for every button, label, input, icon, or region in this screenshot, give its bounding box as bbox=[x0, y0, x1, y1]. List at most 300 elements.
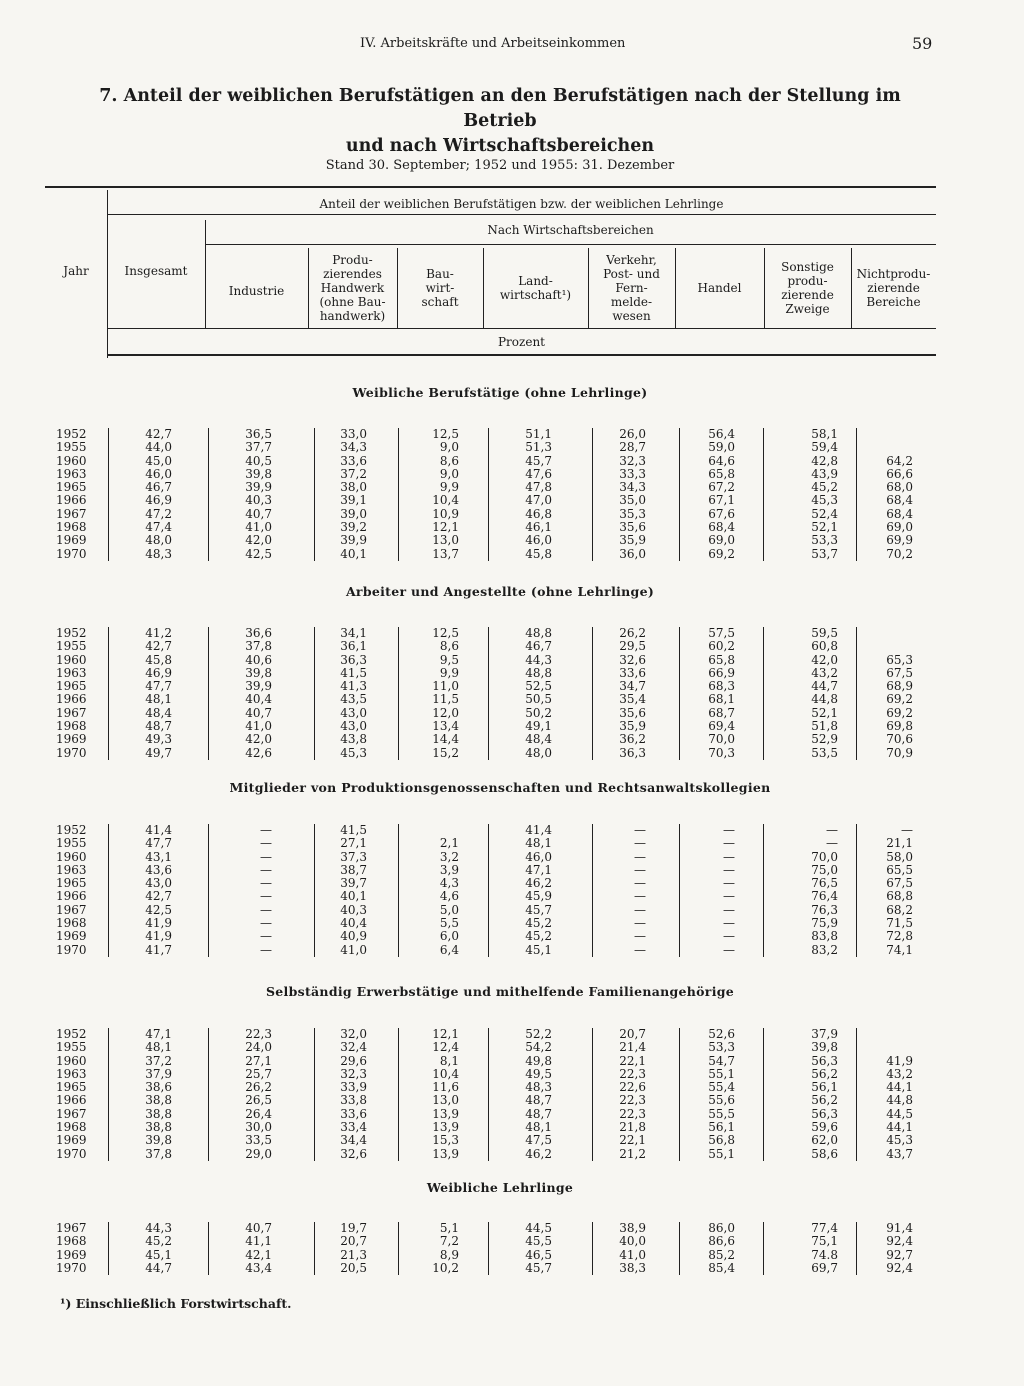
value-cell: 37,3 bbox=[340, 849, 367, 864]
value-cell: 48,7 bbox=[145, 719, 172, 734]
value-cell: 12,1 bbox=[432, 1027, 459, 1041]
value-cell: 41,7 bbox=[145, 942, 172, 957]
value-cell: 8,6 bbox=[439, 453, 459, 468]
value-cell: — bbox=[723, 916, 735, 931]
value-cell: 33,6 bbox=[340, 453, 367, 468]
table-row bbox=[0, 707, 1024, 720]
value-cell: 42,0 bbox=[245, 533, 272, 548]
value-cell: 30,0 bbox=[245, 1120, 272, 1135]
value-cell: 9,9 bbox=[439, 665, 459, 680]
value-cell: 22,3 bbox=[619, 1093, 646, 1108]
value-cell: 55,4 bbox=[708, 1080, 735, 1095]
table-row bbox=[0, 481, 1024, 494]
col-nichtproduzierende: Nichtprodu- zierende Bereiche bbox=[856, 267, 931, 309]
value-cell: 38,0 bbox=[340, 480, 367, 495]
value-cell: 27,1 bbox=[340, 836, 367, 851]
value-cell: 29,5 bbox=[619, 639, 646, 654]
year-cell: 1963 bbox=[56, 466, 87, 481]
value-cell: 52,2 bbox=[525, 1027, 552, 1041]
value-cell: — bbox=[260, 849, 272, 864]
value-cell: 12,5 bbox=[432, 626, 459, 640]
value-cell: 70,0 bbox=[811, 849, 838, 864]
year-cell: 1968 bbox=[56, 520, 87, 535]
value-cell: 53,5 bbox=[811, 745, 838, 760]
value-cell: 54,7 bbox=[708, 1053, 735, 1068]
value-cell: 52,9 bbox=[811, 732, 838, 747]
value-cell: 56,2 bbox=[811, 1093, 838, 1108]
section-title: Selbständig Erwerbstätige und mithelfende Familienangehörige bbox=[265, 984, 735, 999]
year-cell: 1970 bbox=[56, 745, 87, 760]
value-cell: 68,0 bbox=[886, 480, 913, 495]
value-cell: 26,2 bbox=[619, 626, 646, 640]
value-cell: 38,8 bbox=[145, 1093, 172, 1108]
value-cell: 55,6 bbox=[708, 1093, 735, 1108]
value-cell: 35,3 bbox=[619, 506, 646, 521]
value-cell: 65,3 bbox=[886, 652, 913, 667]
value-cell: 29,6 bbox=[340, 1053, 367, 1068]
table-row bbox=[0, 864, 1024, 877]
value-cell: 21,1 bbox=[886, 836, 913, 851]
value-cell: 5,0 bbox=[439, 902, 459, 917]
value-cell: 3,9 bbox=[439, 862, 459, 877]
value-cell: 45,7 bbox=[525, 453, 552, 468]
unit-prozent: Prozent bbox=[497, 335, 545, 349]
table-row bbox=[0, 548, 1024, 561]
running-header bbox=[0, 36, 1024, 56]
value-cell: 47,1 bbox=[145, 1027, 172, 1041]
year-cell: 1969 bbox=[56, 533, 87, 548]
value-cell: 34,1 bbox=[340, 626, 367, 640]
value-cell: 60,2 bbox=[708, 639, 735, 654]
value-cell: 51,8 bbox=[811, 719, 838, 734]
value-cell: 8,6 bbox=[439, 639, 459, 654]
value-cell: 26,2 bbox=[245, 1080, 272, 1095]
value-cell: 44,5 bbox=[525, 1221, 552, 1235]
value-cell: — bbox=[260, 876, 272, 891]
value-cell: — bbox=[260, 836, 272, 851]
value-cell: 91,4 bbox=[886, 1221, 913, 1235]
table-row bbox=[0, 654, 1024, 667]
value-cell: 49,3 bbox=[145, 732, 172, 747]
value-cell: 41,5 bbox=[340, 823, 367, 837]
value-cell: 38,7 bbox=[340, 862, 367, 877]
value-cell: 27,1 bbox=[245, 1053, 272, 1068]
section-rows bbox=[0, 428, 1024, 561]
year-cell: 1955 bbox=[56, 440, 87, 455]
value-cell: 46,2 bbox=[525, 1146, 552, 1161]
value-cell: 39,0 bbox=[340, 506, 367, 521]
value-cell: 12,1 bbox=[432, 520, 459, 535]
value-cell: 40,4 bbox=[340, 916, 367, 931]
value-cell: 40,5 bbox=[245, 453, 272, 468]
value-cell: 7,2 bbox=[439, 1234, 459, 1249]
value-cell: 48,3 bbox=[145, 546, 172, 561]
table-row bbox=[0, 1028, 1024, 1041]
value-cell: 70,3 bbox=[708, 745, 735, 760]
value-cell: 69,8 bbox=[886, 719, 913, 734]
value-cell: 43,9 bbox=[811, 466, 838, 481]
table-row bbox=[0, 1068, 1024, 1081]
value-cell: 44,5 bbox=[886, 1106, 913, 1121]
col-produzierendes-handwerk: Produ- zierendes Handwerk (ohne Bau- handwerk) bbox=[319, 253, 386, 323]
table-row bbox=[0, 1108, 1024, 1121]
section-rows bbox=[0, 1028, 1024, 1161]
value-cell: 43,2 bbox=[811, 665, 838, 680]
value-cell: 10,2 bbox=[432, 1260, 459, 1275]
value-cell: — bbox=[260, 823, 272, 837]
value-cell: 13,4 bbox=[432, 719, 459, 734]
value-cell: 5,1 bbox=[439, 1221, 459, 1235]
value-cell: 70,0 bbox=[708, 732, 735, 747]
section-title: Weibliche Berufstätige (ohne Lehrlinge) bbox=[352, 385, 648, 400]
value-cell: 69,2 bbox=[886, 705, 913, 720]
value-cell: 49,1 bbox=[525, 719, 552, 734]
value-cell: 21,8 bbox=[619, 1120, 646, 1135]
value-cell: 86,6 bbox=[708, 1234, 735, 1249]
value-cell: 59,4 bbox=[811, 440, 838, 455]
year-cell: 1969 bbox=[56, 732, 87, 747]
value-cell: 40,7 bbox=[245, 506, 272, 521]
value-cell: 45,5 bbox=[525, 1234, 552, 1249]
value-cell: 26,4 bbox=[245, 1106, 272, 1121]
value-cell: 9,0 bbox=[439, 440, 459, 455]
value-cell: 33,0 bbox=[340, 427, 367, 441]
value-cell: 35,4 bbox=[619, 692, 646, 707]
value-cell: 4,6 bbox=[439, 889, 459, 904]
year-cell: 1955 bbox=[56, 1040, 87, 1055]
value-cell: 22,3 bbox=[619, 1066, 646, 1081]
value-cell: 83,2 bbox=[811, 942, 838, 957]
value-cell: 69,7 bbox=[811, 1260, 838, 1275]
value-cell: 47,0 bbox=[525, 493, 552, 508]
value-cell: 50,5 bbox=[525, 692, 552, 707]
value-cell: 9,0 bbox=[439, 466, 459, 481]
value-cell: 40,4 bbox=[245, 692, 272, 707]
value-cell: 41,0 bbox=[245, 520, 272, 535]
table-row bbox=[0, 693, 1024, 706]
value-cell: 32,3 bbox=[340, 1066, 367, 1081]
value-cell: 45,0 bbox=[145, 453, 172, 468]
value-cell: 48,4 bbox=[525, 732, 552, 747]
value-cell: 59,6 bbox=[811, 1120, 838, 1135]
value-cell: 38,8 bbox=[145, 1106, 172, 1121]
value-cell: 47,8 bbox=[525, 480, 552, 495]
value-cell: 34,3 bbox=[340, 440, 367, 455]
year-cell: 1955 bbox=[56, 836, 87, 851]
value-cell: 35,9 bbox=[619, 533, 646, 548]
table-row bbox=[0, 733, 1024, 746]
year-cell: 1960 bbox=[56, 849, 87, 864]
value-cell: 92,7 bbox=[886, 1247, 913, 1262]
value-cell: 53,3 bbox=[811, 533, 838, 548]
value-cell: 46,0 bbox=[525, 533, 552, 548]
value-cell: 68,9 bbox=[886, 679, 913, 694]
value-cell: 33,8 bbox=[340, 1093, 367, 1108]
value-cell: 48,1 bbox=[145, 692, 172, 707]
year-cell: 1968 bbox=[56, 719, 87, 734]
value-cell: 22,6 bbox=[619, 1080, 646, 1095]
value-cell: 36,3 bbox=[340, 652, 367, 667]
value-cell: — bbox=[634, 916, 646, 931]
value-cell: 45,2 bbox=[811, 480, 838, 495]
value-cell: — bbox=[260, 916, 272, 931]
year-cell: 1965 bbox=[56, 1080, 87, 1095]
value-cell: 36,6 bbox=[245, 626, 272, 640]
value-cell: 20,7 bbox=[619, 1027, 646, 1041]
table-row bbox=[0, 534, 1024, 547]
value-cell: 64,6 bbox=[708, 453, 735, 468]
value-cell: 33,6 bbox=[340, 1106, 367, 1121]
table-row bbox=[0, 837, 1024, 850]
year-cell: 1965 bbox=[56, 876, 87, 891]
value-cell: 32,6 bbox=[619, 652, 646, 667]
value-cell: 85,4 bbox=[708, 1260, 735, 1275]
value-cell: 8,1 bbox=[439, 1053, 459, 1068]
value-cell: 41,5 bbox=[340, 665, 367, 680]
value-cell: 48,7 bbox=[525, 1093, 552, 1108]
year-cell: 1969 bbox=[56, 1133, 87, 1148]
value-cell: 35,6 bbox=[619, 520, 646, 535]
year-cell: 1969 bbox=[56, 1247, 87, 1262]
year-cell: 1967 bbox=[56, 1106, 87, 1121]
value-cell: 32,6 bbox=[340, 1146, 367, 1161]
value-cell: 39,1 bbox=[340, 493, 367, 508]
year-cell: 1969 bbox=[56, 929, 87, 944]
value-cell: 11,6 bbox=[432, 1080, 459, 1095]
table-row bbox=[0, 720, 1024, 733]
value-cell: — bbox=[826, 823, 838, 837]
value-cell: 60,8 bbox=[811, 639, 838, 654]
value-cell: 35,9 bbox=[619, 719, 646, 734]
value-cell: 5,5 bbox=[439, 916, 459, 931]
value-cell: 68,7 bbox=[708, 705, 735, 720]
value-cell: 42,1 bbox=[245, 1247, 272, 1262]
value-cell: 43,1 bbox=[145, 849, 172, 864]
value-cell: 36,3 bbox=[619, 745, 646, 760]
value-cell: 12,0 bbox=[432, 705, 459, 720]
value-cell: — bbox=[634, 929, 646, 944]
section-title: Weibliche Lehrlinge bbox=[426, 1180, 574, 1195]
value-cell: 43,8 bbox=[340, 732, 367, 747]
table-row bbox=[0, 680, 1024, 693]
value-cell: 48,3 bbox=[525, 1080, 552, 1095]
value-cell: 39,9 bbox=[245, 480, 272, 495]
value-cell: — bbox=[723, 942, 735, 957]
value-cell: 47,5 bbox=[525, 1133, 552, 1148]
value-cell: 69,2 bbox=[886, 692, 913, 707]
value-cell: 43,7 bbox=[886, 1146, 913, 1161]
value-cell: 48,1 bbox=[525, 836, 552, 851]
value-cell: 75,1 bbox=[811, 1234, 838, 1249]
value-cell: 26,0 bbox=[619, 427, 646, 441]
year-cell: 1952 bbox=[56, 1027, 87, 1041]
value-cell: 52,5 bbox=[525, 679, 552, 694]
value-cell: 74,1 bbox=[886, 942, 913, 957]
value-cell: 76,4 bbox=[811, 889, 838, 904]
value-cell: 33,6 bbox=[619, 665, 646, 680]
value-cell: — bbox=[260, 889, 272, 904]
value-cell: 39,9 bbox=[340, 533, 367, 548]
year-cell: 1970 bbox=[56, 546, 87, 561]
value-cell: 46,9 bbox=[145, 665, 172, 680]
value-cell: 69,0 bbox=[886, 520, 913, 535]
value-cell: 45,3 bbox=[886, 1133, 913, 1148]
value-cell: 56,4 bbox=[708, 427, 735, 441]
table-row bbox=[0, 494, 1024, 507]
value-cell: 42,8 bbox=[811, 453, 838, 468]
value-cell: 54,2 bbox=[525, 1040, 552, 1055]
value-cell: 25,7 bbox=[245, 1066, 272, 1081]
value-cell: 39,8 bbox=[245, 466, 272, 481]
value-cell: 42,6 bbox=[245, 745, 272, 760]
value-cell: 65,5 bbox=[886, 862, 913, 877]
col-verkehr: Verkehr, Post- und Fern- melde- wesen bbox=[603, 253, 660, 323]
value-cell: — bbox=[723, 889, 735, 904]
spanner-heading: Anteil der weiblichen Berufstätigen bzw. der weiblichen Lehrlinge bbox=[319, 197, 724, 211]
year-cell: 1966 bbox=[56, 889, 87, 904]
value-cell: 19,7 bbox=[340, 1221, 367, 1235]
value-cell: 45,8 bbox=[525, 546, 552, 561]
value-cell: 40,7 bbox=[245, 705, 272, 720]
section-rows bbox=[0, 627, 1024, 760]
value-cell: 57,5 bbox=[708, 626, 735, 640]
value-cell: 45,1 bbox=[145, 1247, 172, 1262]
year-cell: 1952 bbox=[56, 626, 87, 640]
table-row bbox=[0, 930, 1024, 943]
value-cell: 43,0 bbox=[340, 705, 367, 720]
value-cell: 44,7 bbox=[145, 1260, 172, 1275]
value-cell: 43,2 bbox=[886, 1066, 913, 1081]
value-cell: 6,4 bbox=[439, 942, 459, 957]
value-cell: 45,2 bbox=[145, 1234, 172, 1249]
value-cell: 3,2 bbox=[439, 849, 459, 864]
value-cell: 37,9 bbox=[145, 1066, 172, 1081]
value-cell: 52,1 bbox=[811, 705, 838, 720]
value-cell: 6,0 bbox=[439, 929, 459, 944]
value-cell: — bbox=[634, 889, 646, 904]
value-cell: 70,6 bbox=[886, 732, 913, 747]
value-cell: 67,5 bbox=[886, 665, 913, 680]
value-cell: 48,0 bbox=[525, 745, 552, 760]
value-cell: 2,1 bbox=[439, 836, 459, 851]
value-cell: 47,4 bbox=[145, 520, 172, 535]
value-cell: 34,7 bbox=[619, 679, 646, 694]
value-cell: 9,9 bbox=[439, 480, 459, 495]
value-cell: 12,5 bbox=[432, 427, 459, 441]
value-cell: 48,7 bbox=[525, 1106, 552, 1121]
value-cell: 55,1 bbox=[708, 1146, 735, 1161]
value-cell: 52,6 bbox=[708, 1027, 735, 1041]
value-cell: — bbox=[723, 836, 735, 851]
value-cell: 38,8 bbox=[145, 1120, 172, 1135]
year-cell: 1960 bbox=[56, 1053, 87, 1068]
value-cell: 4,3 bbox=[439, 876, 459, 891]
value-cell: 11,0 bbox=[432, 679, 459, 694]
value-cell: 50,2 bbox=[525, 705, 552, 720]
value-cell: 32,3 bbox=[619, 453, 646, 468]
value-cell: 40,1 bbox=[340, 546, 367, 561]
value-cell: 45,8 bbox=[145, 652, 172, 667]
value-cell: 43,4 bbox=[245, 1260, 272, 1275]
value-cell: 92,4 bbox=[886, 1234, 913, 1249]
value-cell: 39,2 bbox=[340, 520, 367, 535]
year-cell: 1952 bbox=[56, 427, 87, 441]
table-row bbox=[0, 747, 1024, 760]
value-cell: — bbox=[723, 849, 735, 864]
value-cell: 46,7 bbox=[525, 639, 552, 654]
value-cell: 46,7 bbox=[145, 480, 172, 495]
value-cell: — bbox=[723, 862, 735, 877]
value-cell: 33,5 bbox=[245, 1133, 272, 1148]
value-cell: 66,9 bbox=[708, 665, 735, 680]
value-cell: 56,3 bbox=[811, 1106, 838, 1121]
table-row bbox=[0, 1235, 1024, 1248]
section-rows bbox=[0, 824, 1024, 957]
value-cell: — bbox=[260, 862, 272, 877]
value-cell: 33,3 bbox=[619, 466, 646, 481]
value-cell: 41,9 bbox=[886, 1053, 913, 1068]
value-cell: 13,0 bbox=[432, 533, 459, 548]
value-cell: 36,1 bbox=[340, 639, 367, 654]
col-industrie: Industrie bbox=[228, 284, 285, 298]
value-cell: 26,5 bbox=[245, 1093, 272, 1108]
section-title: Mitglieder von Produktionsgenossenschaften und Rechtsanwaltskollegien bbox=[229, 780, 771, 795]
value-cell: 47,7 bbox=[145, 836, 172, 851]
section-rows bbox=[0, 1222, 1024, 1275]
value-cell: — bbox=[260, 942, 272, 957]
value-cell: 53,7 bbox=[811, 546, 838, 561]
running-title: IV. Arbeitskräfte und Arbeitseinkommen bbox=[360, 36, 626, 51]
year-cell: 1966 bbox=[56, 1093, 87, 1108]
value-cell: 70,9 bbox=[886, 745, 913, 760]
value-cell: 21,2 bbox=[619, 1146, 646, 1161]
value-cell: 21,4 bbox=[619, 1040, 646, 1055]
col-insgesamt: Insgesamt bbox=[124, 264, 188, 278]
value-cell: 39,9 bbox=[245, 679, 272, 694]
table-row bbox=[0, 1262, 1024, 1275]
value-cell: 49,8 bbox=[525, 1053, 552, 1068]
year-cell: 1966 bbox=[56, 493, 87, 508]
value-cell: 68,4 bbox=[886, 493, 913, 508]
table-row bbox=[0, 1134, 1024, 1147]
value-cell: 47,2 bbox=[145, 506, 172, 521]
value-cell: 67,5 bbox=[886, 876, 913, 891]
value-cell: 69,0 bbox=[708, 533, 735, 548]
value-cell: 47,1 bbox=[525, 862, 552, 877]
value-cell: 38,6 bbox=[145, 1080, 172, 1095]
title-line-2: und nach Wirtschaftsbereichen bbox=[345, 136, 655, 156]
value-cell: — bbox=[634, 902, 646, 917]
value-cell: 32,0 bbox=[340, 1027, 367, 1041]
value-cell: 45,2 bbox=[525, 929, 552, 944]
value-cell: 35,0 bbox=[619, 493, 646, 508]
year-cell: 1970 bbox=[56, 1260, 87, 1275]
year-cell: 1952 bbox=[56, 823, 87, 837]
value-cell: 42,7 bbox=[145, 427, 172, 441]
value-cell: 45,2 bbox=[525, 916, 552, 931]
value-cell: 43,0 bbox=[145, 876, 172, 891]
value-cell: 44,3 bbox=[525, 652, 552, 667]
value-cell: 45,9 bbox=[525, 889, 552, 904]
value-cell: 39,7 bbox=[340, 876, 367, 891]
value-cell: 45,3 bbox=[811, 493, 838, 508]
value-cell: 37,8 bbox=[245, 639, 272, 654]
value-cell: 42,5 bbox=[145, 902, 172, 917]
value-cell: 39,8 bbox=[145, 1133, 172, 1148]
value-cell: 58,6 bbox=[811, 1146, 838, 1161]
value-cell: 76,5 bbox=[811, 876, 838, 891]
table-row bbox=[0, 455, 1024, 468]
